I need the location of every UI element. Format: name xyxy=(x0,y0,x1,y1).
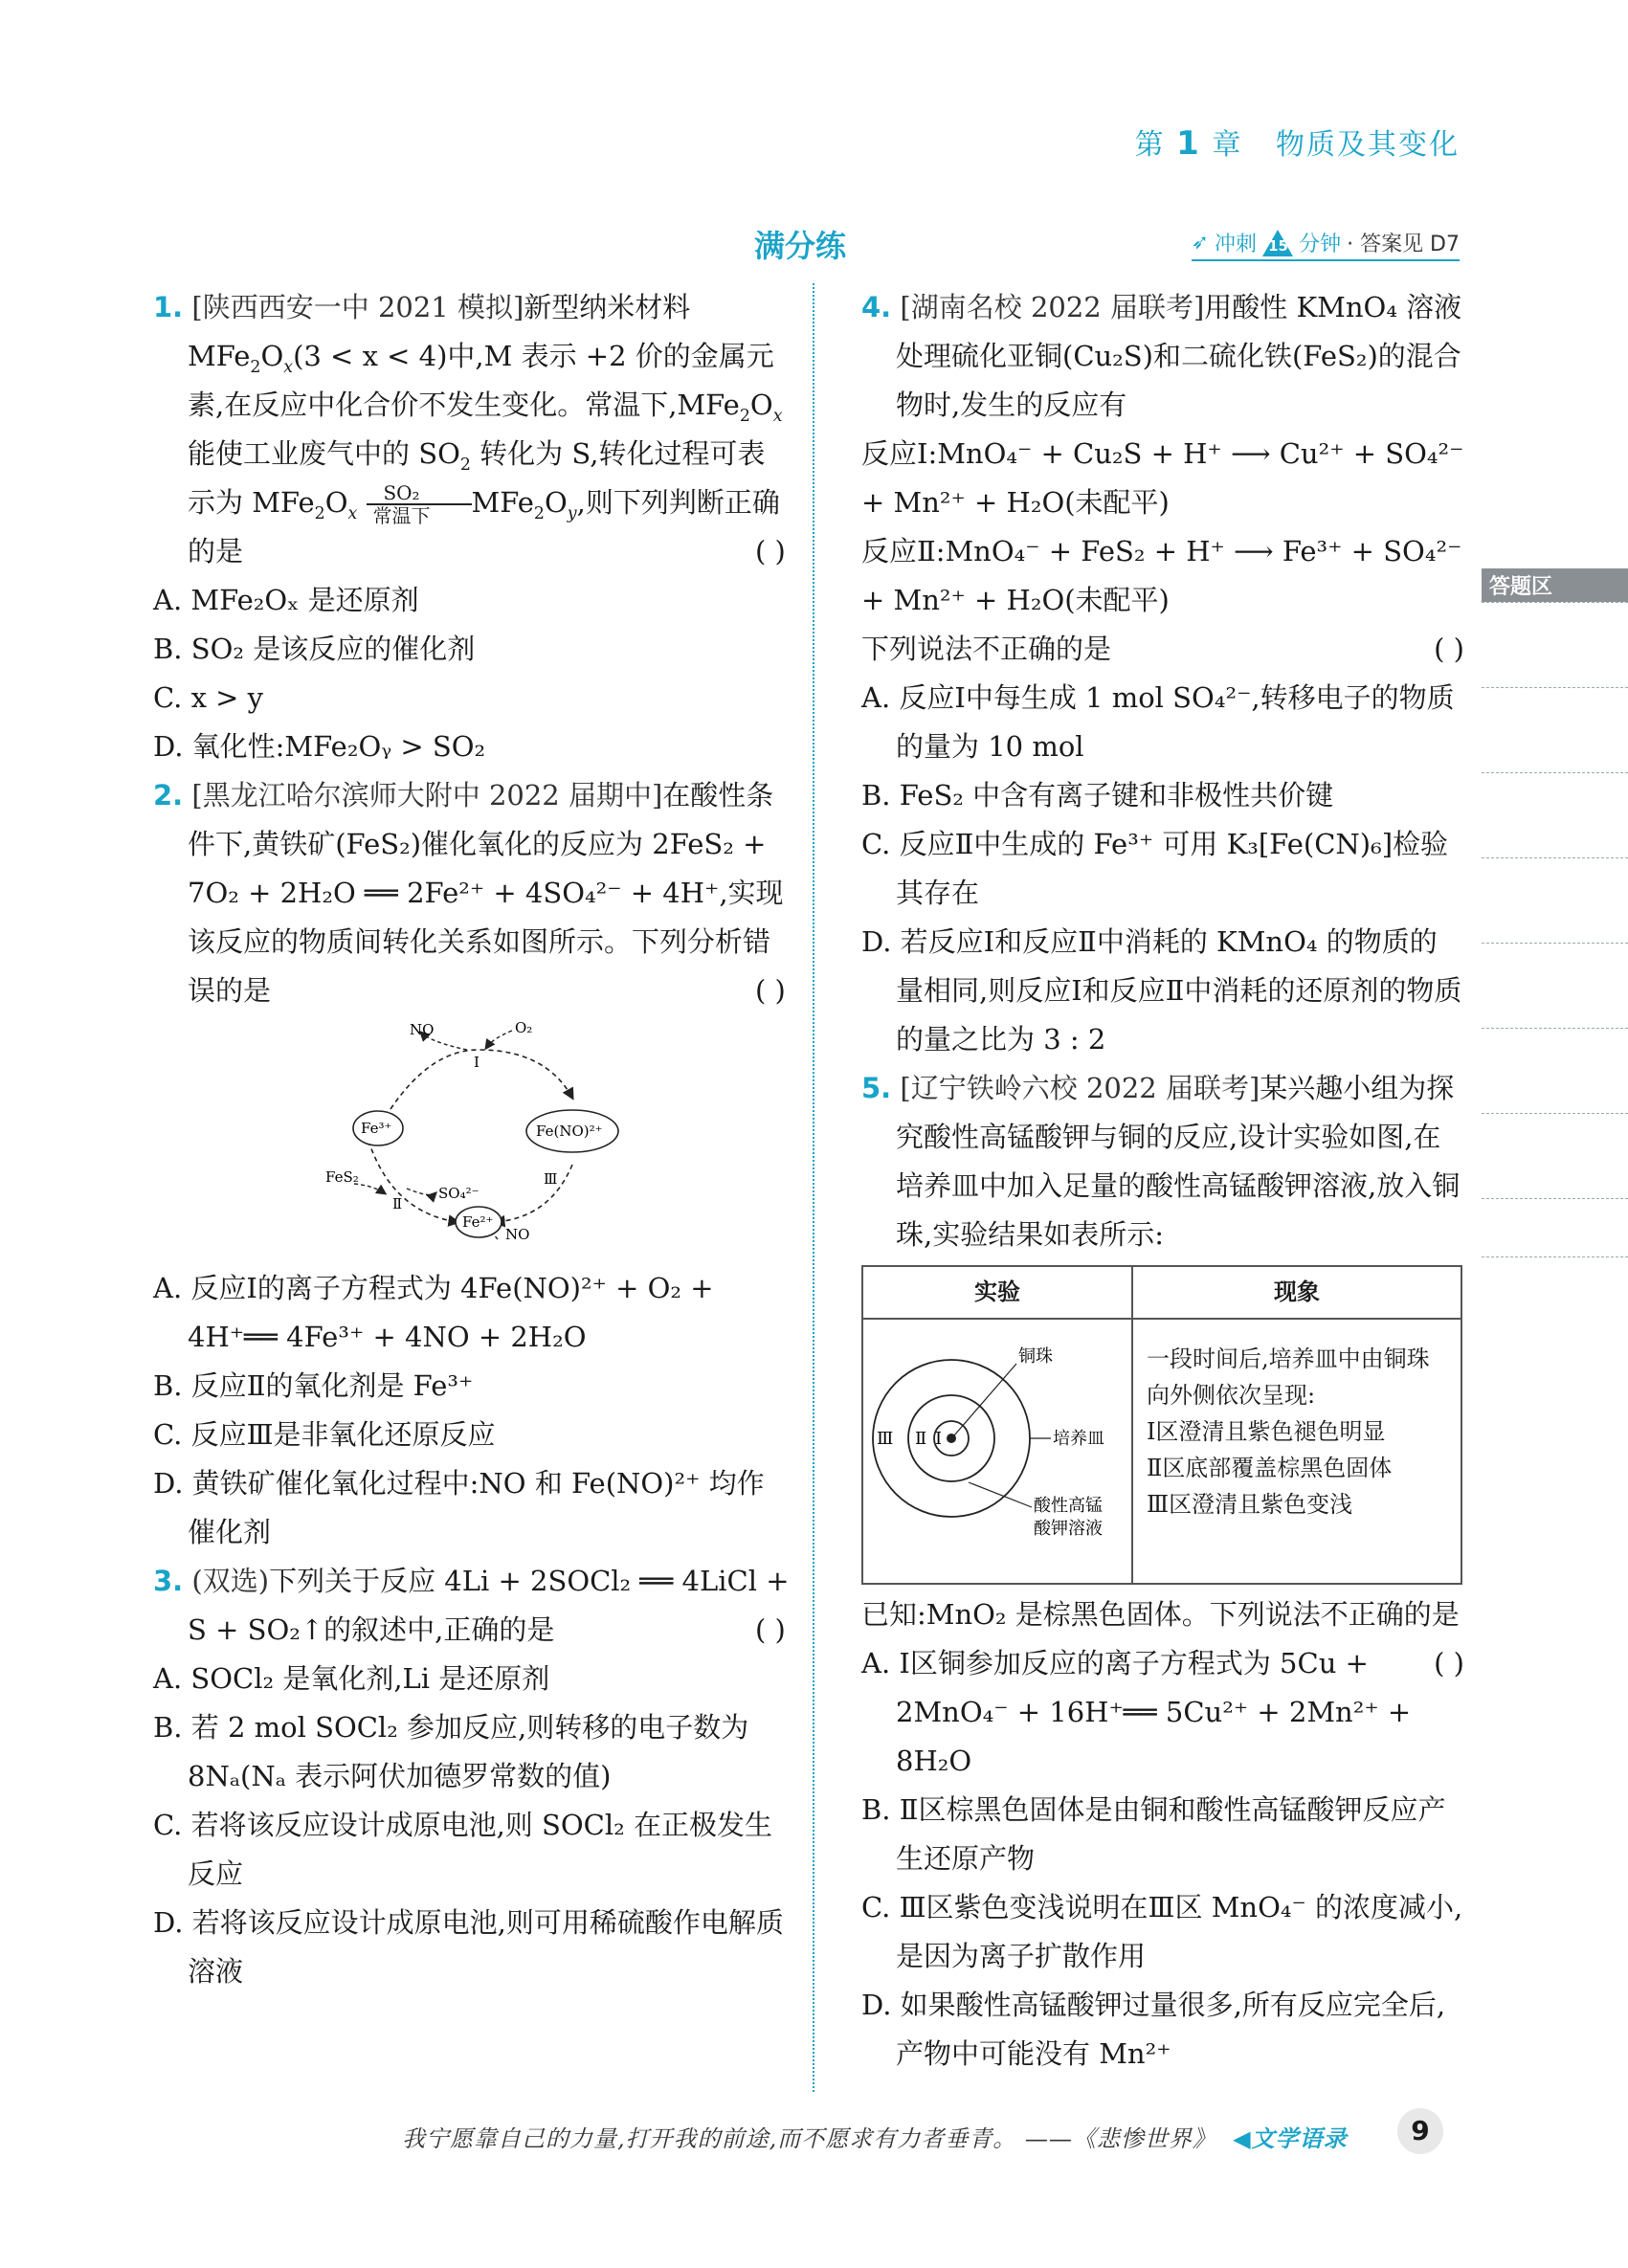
question-number: 5. xyxy=(861,1072,892,1104)
label-fe2: Fe²⁺ xyxy=(462,1213,494,1231)
answer-line[interactable] xyxy=(1482,1028,1628,1113)
label-so4: SO₄²⁻ xyxy=(438,1185,479,1202)
reaction-arrow: SO₂ 常温下 xyxy=(367,482,472,526)
question-2: 2. [黑龙江哈尔滨师大附中 2022 届期中]在酸性条件下,黄铁矿(FeS₂)催化氧化的反应为 2FeS₂ + 7O₂ + 2H₂O ══ 2Fe²⁺ + 4SO₄²⁻ + 4H⁺,实现该反应的物质间转化关系如图所示。下列分析错误的是 ( ) NO O₂ Ⅰ Fe³⁺ Fe(NO)²⁺ FeS₂ Ⅱ SO₄²⁻ Ⅲ Fe²⁺ NO A. 反应Ⅰ的离子方程式为 4Fe(NO)²⁺ + O₂ + 4H⁺══ 4Fe³⁺ + 4NO + 2H₂O B. 反应Ⅱ的氧化剂是 Fe³⁺ C. 反应Ⅲ是非氧化还原反应 D. 黄铁矿催化氧化过程中:NO 和 Fe(NO)²⁺ 均作催化剂 xyxy=(153,771,790,1557)
zone-3-label: Ⅲ xyxy=(877,1429,894,1449)
bead-pointer xyxy=(954,1364,1016,1435)
zone-1-label: Ⅰ xyxy=(935,1429,943,1449)
phenomenon-zone-3: Ⅲ区澄清且紫色变浅 xyxy=(1147,1491,1353,1518)
fes2-arrow xyxy=(354,1184,385,1193)
rocket-icon: ➶ xyxy=(1191,231,1210,255)
question-number: 2. xyxy=(153,779,184,812)
label-reaction-2: Ⅱ xyxy=(392,1195,403,1212)
right-column xyxy=(861,283,1464,2079)
chapter-prefix: 第 xyxy=(1134,128,1166,162)
experiment-cell xyxy=(862,1319,1132,1584)
reaction-1: 反应Ⅰ:MnO₄⁻ + Cu₂S + H⁺ ⟶ Cu²⁺ + SO₄²⁻ + Mn²⁺ + H₂O(未配平) xyxy=(861,437,1464,519)
option-c: C. 反应Ⅱ中生成的 Fe³⁺ 可用 K₃[Fe(CN)₆]检验其存在 xyxy=(861,828,1449,909)
chapter-title: 物质及其变化 xyxy=(1276,128,1460,162)
option-b: B. Ⅱ区棕黑色固体是由铜和酸性高锰酸钾反应产生还原产物 xyxy=(861,1793,1446,1875)
question-source: [辽宁铁岭六校 2022 届联考] xyxy=(900,1072,1260,1104)
question-number: 4. xyxy=(861,291,892,323)
chapter-number: 1 xyxy=(1176,124,1201,163)
question-number: 3. xyxy=(153,1565,184,1597)
answer-line[interactable] xyxy=(1482,1113,1628,1198)
answer-line[interactable] xyxy=(1482,943,1628,1028)
answer-reference: · 答案见 D7 xyxy=(1347,233,1460,256)
option-c: C. 若将该反应设计成原电池,则 SOCl₂ 在正极发生反应 xyxy=(153,1809,772,1890)
question-number: 1. xyxy=(153,291,184,323)
sprint-unit: 分钟 xyxy=(1299,233,1342,256)
answer-line[interactable] xyxy=(1482,1198,1628,1257)
quote-tag: ◀文学语录 xyxy=(1233,2125,1348,2152)
option-a: A. SOCl₂ 是氧化剂,Li 是还原剂 xyxy=(153,1662,550,1695)
reaction-2: 反应Ⅱ:MnO₄⁻ + FeS₂ + H⁺ ⟶ Fe³⁺ + SO₄²⁻ + Mn²⁺ + H₂O(未配平) xyxy=(861,535,1462,616)
table-header-experiment: 实验 xyxy=(862,1266,1132,1319)
question-stem: 用酸性 KMnO₄ 溶液处理硫化亚铜(Cu₂S)和二硫化铁(FeS₂)的混合物时,发生的反应有 xyxy=(896,291,1462,421)
answer-paren: ( ) xyxy=(1434,633,1464,665)
question-source: [陕西西安一中 2021 模拟] xyxy=(191,291,524,323)
experiment-table xyxy=(861,1265,1462,1585)
option-d: D. 如果酸性高锰酸钾过量很多,所有反应完全后,产物中可能没有 Mn²⁺ xyxy=(861,1989,1446,2070)
table-header-phenomenon: 现象 xyxy=(1132,1266,1461,1319)
label-fes2: FeS₂ xyxy=(325,1168,359,1186)
left-column xyxy=(153,283,790,1996)
solution-pointer xyxy=(969,1482,1032,1507)
known-condition: 已知:MnO₂ 是棕黑色固体。下列说法不正确的是 xyxy=(861,1598,1460,1631)
label-bead: 铜珠 xyxy=(1018,1346,1053,1367)
section-title: 满分练 xyxy=(754,228,847,264)
label-reaction-1: Ⅰ xyxy=(474,1054,479,1071)
option-b: B. FeS₂ 中含有离子键和非极性共价键 xyxy=(861,779,1334,812)
question-source: [湖南名校 2022 届联考] xyxy=(900,291,1205,323)
option-a: A. Ⅰ区铜参加反应的离子方程式为 5Cu + xyxy=(861,1647,1369,1679)
label-fe3: Fe³⁺ xyxy=(361,1120,392,1137)
label-solution-2: 酸钾溶液 xyxy=(1034,1519,1103,1539)
option-a: A. MFe₂Oₓ 是还原剂 xyxy=(153,584,419,616)
label-solution-1: 酸性高锰 xyxy=(1034,1496,1103,1516)
phenomenon-zone-1: Ⅰ区澄清且紫色褪色明显 xyxy=(1147,1418,1386,1445)
option-d: D. 若将该反应设计成原电池,则可用稀硫酸作电解质溶液 xyxy=(153,1906,784,1988)
option-b: B. 反应Ⅱ的氧化剂是 Fe³⁺ xyxy=(153,1369,474,1402)
question-tag: (双选) xyxy=(191,1565,270,1597)
answer-line[interactable] xyxy=(1482,602,1628,687)
answer-line[interactable] xyxy=(1482,857,1628,943)
chapter-header xyxy=(1135,121,1460,163)
question-3: 3. (双选)下列关于反应 4Li + 2SOCl₂ ══ 4LiCl + S + SO₂↑的叙述中,正确的是 ( ) A. SOCl₂ 是氧化剂,Li 是还原剂 B. 若 2 mol SOCl₂ 参加反应,则转移的电子数为 8Nₐ(Nₐ 表示阿伏加德罗常数的值) C. 若将该反应设计成原电池,则 SOCl₂ 在正极发生反应 D. 若将该反应设计成原电池,则可用稀硫酸作电解质溶液 xyxy=(153,1557,790,1996)
question-1: 1. [陕西西安一中 2021 模拟]新型纳米材料 $MFe_2O_x(3 < x < 4)$中,M 表示 +2 价的金属元素,在反应中化合价不发生变化。常温下$,MFe_2O_x$ 能使工业废气中的 $SO_2$ 转化为 S,转化过程可表示为 $MFe_2O_x$ SO₂ 常温下 $MFe_2O_y$,则下列判断正确的是 ( ) A. MFe₂Oₓ 是还原剂 B. SO₂ 是该反应的催化剂 C. x > y D. 氧化性:MFe₂Oᵧ > SO₂ xyxy=(153,283,790,771)
cycle-arrow-top xyxy=(390,1050,572,1109)
label-reaction-3: Ⅲ xyxy=(544,1170,558,1188)
cycle-arrow-right xyxy=(496,1165,572,1222)
option-b: B. 若 2 mol SOCl₂ 参加反应,则转移的电子数为 8Nₐ(Nₐ 表示阿伏加德罗常数的值) xyxy=(153,1711,749,1792)
option-a: A. 反应Ⅰ的离子方程式为 4Fe(NO)²⁺ + O₂ + xyxy=(153,1272,714,1304)
answer-area xyxy=(1482,568,1628,1257)
so4-arrow xyxy=(407,1189,435,1195)
phenomenon-cell xyxy=(1132,1319,1461,1584)
timer-triangle-icon: 15 xyxy=(1262,230,1293,256)
option-d: D. 若反应Ⅰ和反应Ⅱ中消耗的 KMnO₄ 的物质的量相同,则反应Ⅰ和反应Ⅱ中消耗的还原剂的物质的量之比为 3 : 2 xyxy=(861,925,1462,1056)
option-c: C. x > y xyxy=(153,681,264,714)
question-4 xyxy=(861,283,1464,1064)
sprint-badge xyxy=(1192,228,1460,261)
option-a-cont: 4H⁺══ 4Fe³⁺ + 4NO + 2H₂O xyxy=(188,1321,587,1353)
option-a-cont: 2MnO₄⁻ + 16H⁺══ 5Cu²⁺ + 2Mn²⁺ + 8H₂O xyxy=(896,1696,1412,1777)
label-no-bottom: NO xyxy=(505,1226,530,1243)
o2-arrow xyxy=(486,1031,512,1048)
phenomenon-zone-2: Ⅱ区底部覆盖棕黑色固体 xyxy=(1147,1455,1393,1481)
question-stem: 在酸性条件下,黄铁矿(FeS₂)催化氧化的反应为 2FeS₂ + 7O₂ + 2H₂O ══ 2Fe²⁺ + 4SO₄²⁻ + 4H⁺,实现该反应的物质间转化关系如图所示。下列分析错误的是 xyxy=(188,779,784,1007)
quote-text: 我宁愿靠自己的力量,打开我的前途,而不愿求有力者垂青。 ——《悲惨世界》 xyxy=(402,2125,1216,2152)
answer-paren: ( ) xyxy=(1434,1647,1464,1679)
petri-dish-diagram xyxy=(863,1320,1129,1572)
reaction-cycle-diagram xyxy=(325,1021,622,1243)
label-no-top: NO xyxy=(410,1021,435,1038)
zone-2-label: Ⅱ xyxy=(915,1429,927,1449)
question-5 xyxy=(861,1064,1464,2079)
phenomenon-intro: 一段时间后,培养皿中由铜珠向外侧依次呈现: xyxy=(1147,1345,1430,1409)
footer-quote xyxy=(402,2120,1348,2153)
question-source: [黑龙江哈尔滨师大附中 2022 届期中] xyxy=(191,779,663,812)
label-o2: O₂ xyxy=(515,1021,533,1036)
option-c: C. Ⅲ区紫色变浅说明在Ⅲ区 MnO₄⁻ 的浓度减小,是因为离子扩散作用 xyxy=(861,1891,1463,1972)
chapter-suffix: 章 xyxy=(1212,128,1243,162)
question-stem: 某兴趣小组为探究酸性高锰酸钾与铜的反应,设计实验如图,在培养皿中加入足量的酸性高锰酸钾溶液,放入铜珠,实验结果如表所示: xyxy=(896,1072,1461,1251)
option-d: D. 黄铁矿催化氧化过程中:NO 和 Fe(NO)²⁺ 均作催化剂 xyxy=(153,1467,765,1548)
label-dish: 培养皿 xyxy=(1053,1429,1104,1449)
answer-area-label: 答题区 xyxy=(1482,568,1628,602)
option-a: A. 反应Ⅰ中每生成 1 mol SO₄²⁻,转移电子的物质的量为 10 mol xyxy=(861,681,1455,763)
cycle-arrow-left xyxy=(368,1141,457,1222)
page-number: 9 xyxy=(1397,2108,1443,2154)
column-divider xyxy=(813,283,814,2092)
question-ask: 下列说法不正确的是 xyxy=(861,633,1112,665)
option-b: B. SO₂ 是该反应的催化剂 xyxy=(153,633,476,665)
answer-line[interactable] xyxy=(1482,772,1628,857)
question-stem: 下列关于反应 4Li + 2SOCl₂ ══ 4LiCl + S + SO₂↑的叙述中,正确的是 xyxy=(188,1565,790,1646)
label-fe-no: Fe(NO)²⁺ xyxy=(536,1123,603,1140)
sprint-label: 冲刺 xyxy=(1215,233,1258,256)
answer-line[interactable] xyxy=(1482,687,1628,772)
option-d: D. 氧化性:MFe₂Oᵧ > SO₂ xyxy=(153,730,486,763)
option-c: C. 反应Ⅲ是非氧化还原反应 xyxy=(153,1418,496,1451)
